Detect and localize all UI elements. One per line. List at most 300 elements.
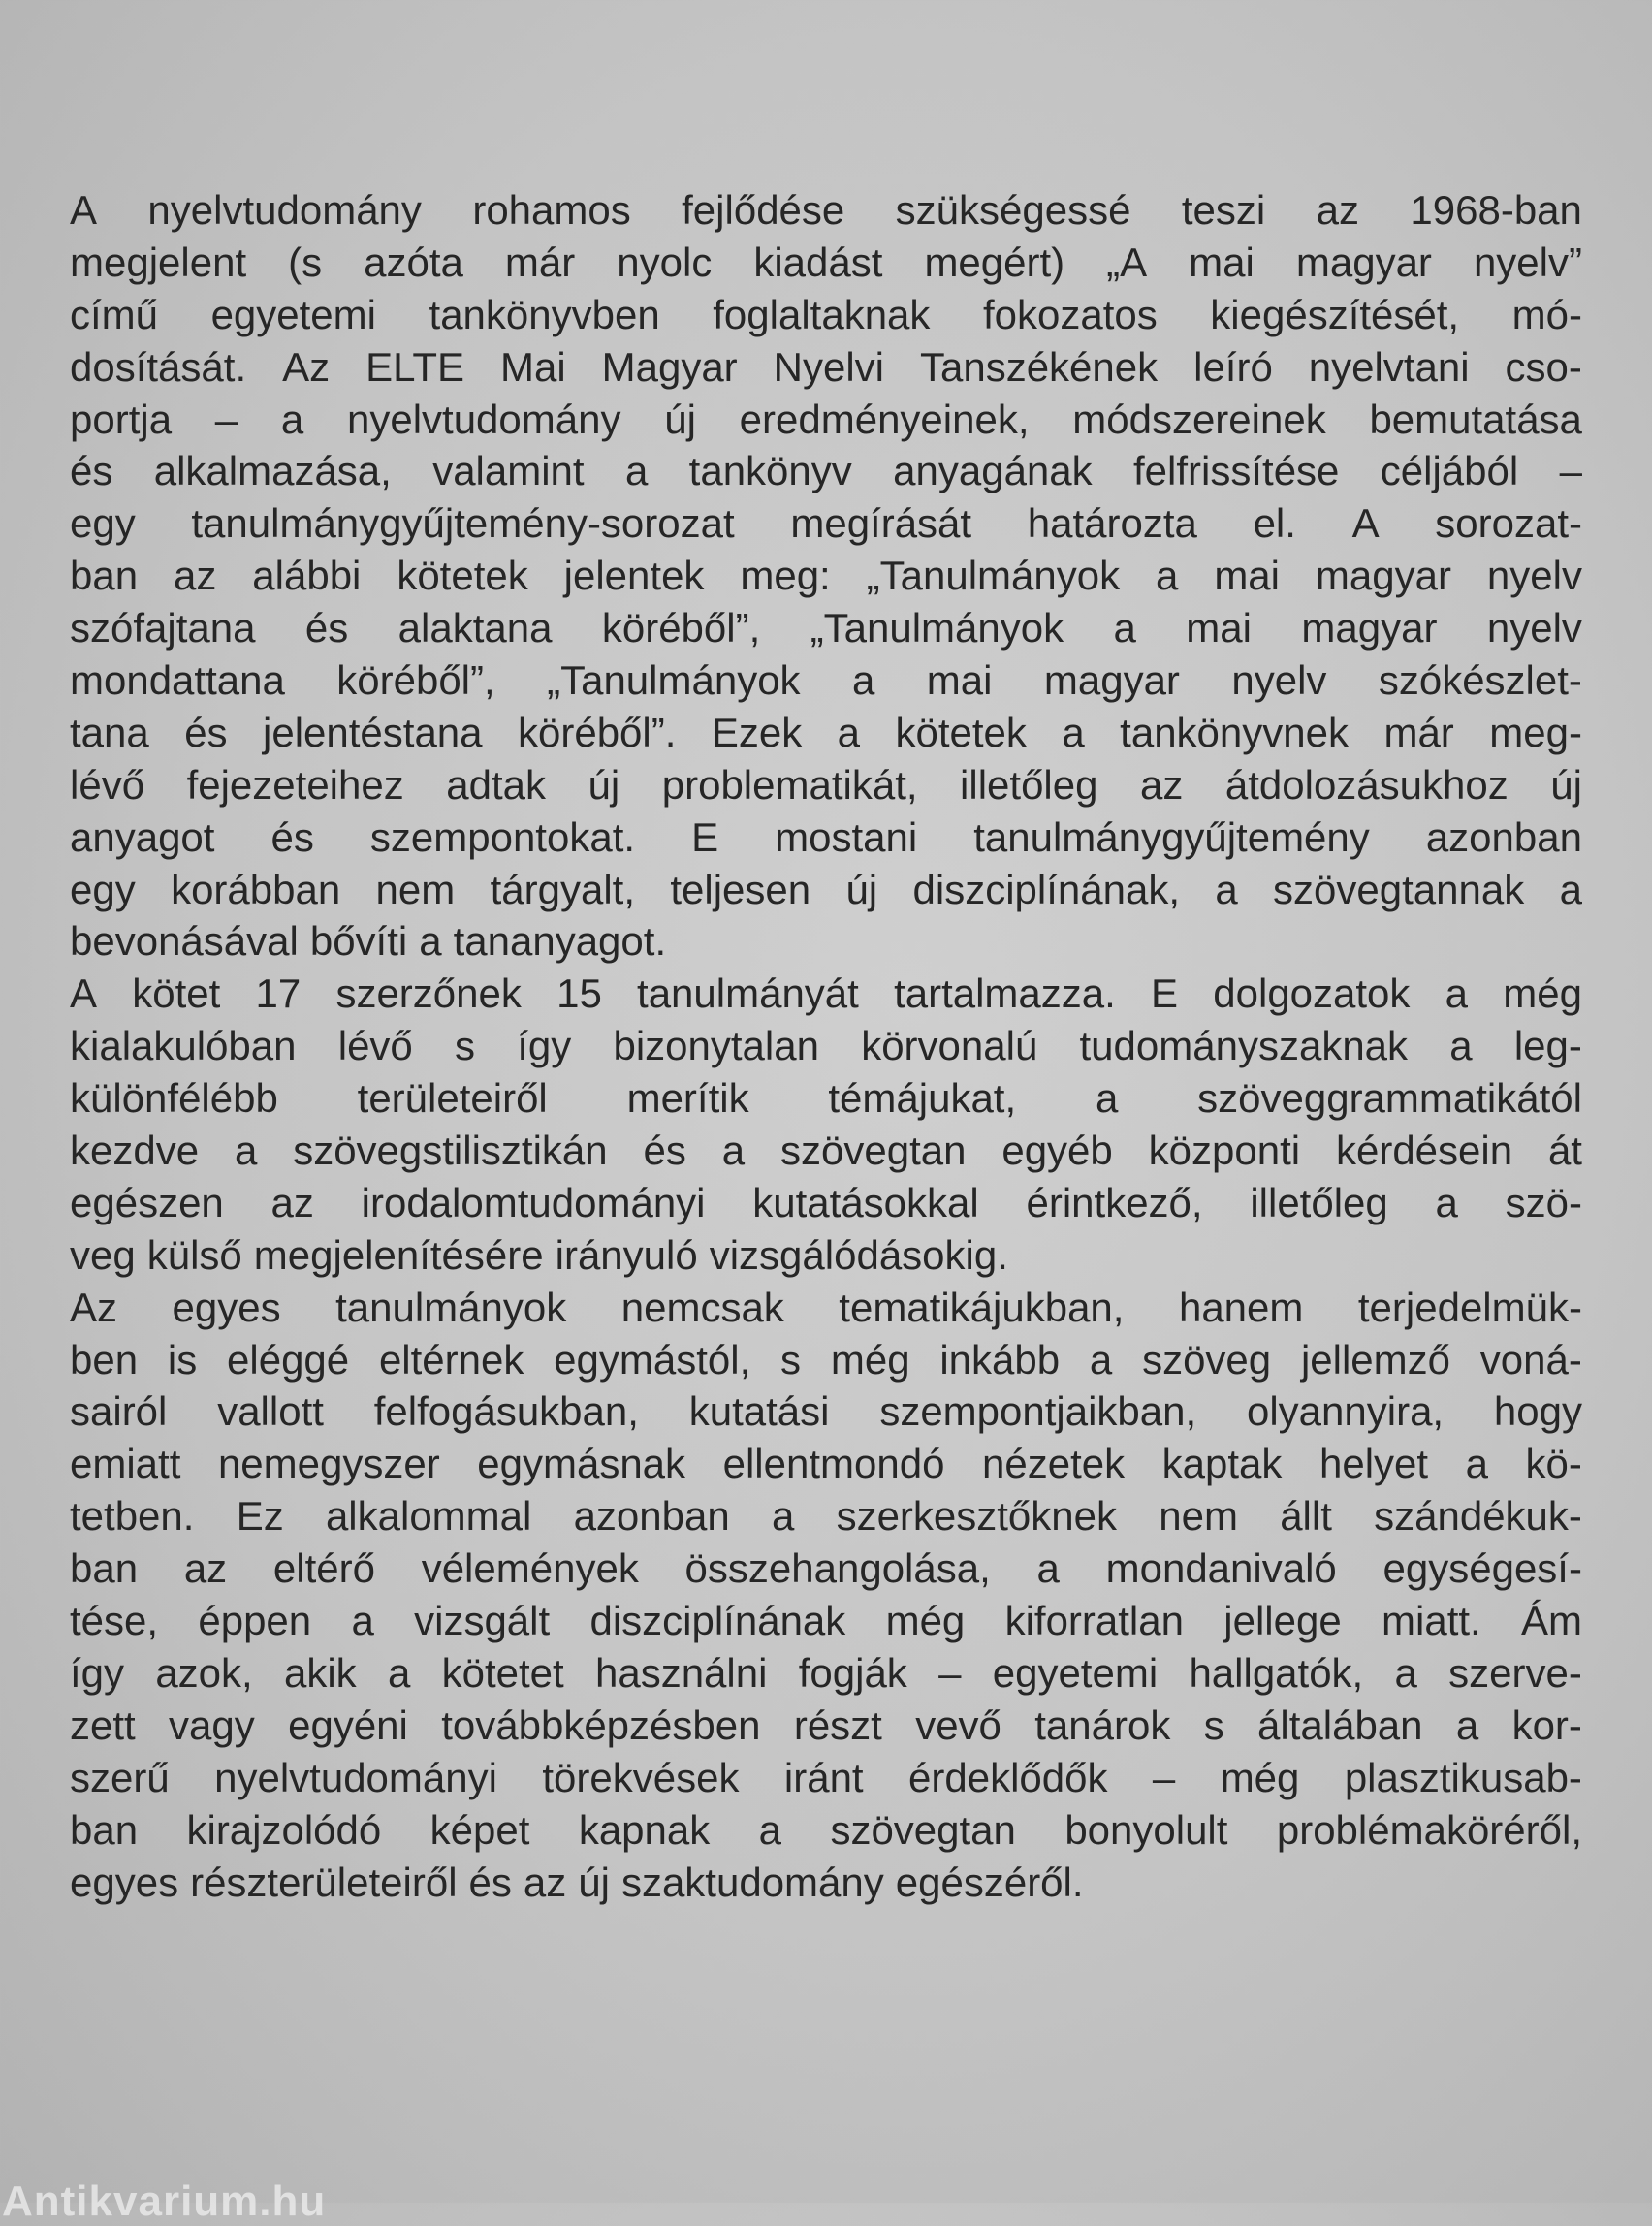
- word: és: [270, 813, 314, 860]
- word: 15: [556, 970, 602, 1017]
- word: Az: [282, 343, 331, 390]
- word: témájukat,: [828, 1075, 1017, 1122]
- text-line: [70, 1857, 1582, 1909]
- word: a: [280, 396, 304, 442]
- word: köréből”,: [601, 605, 761, 652]
- word: a: [1445, 970, 1468, 1017]
- text-line: [70, 968, 1582, 1020]
- word: korábban: [171, 866, 341, 912]
- word: egyéb: [1001, 1128, 1113, 1174]
- word: ELTE: [365, 343, 464, 390]
- word: átdolozásukhoz: [1224, 761, 1509, 808]
- word: kiadást: [753, 238, 883, 285]
- word: Magyar: [601, 343, 738, 390]
- word: mai: [1214, 553, 1280, 599]
- text-line: [70, 864, 1582, 916]
- text-line: [70, 550, 1582, 602]
- word: fejezeteihez: [186, 761, 404, 808]
- word: nyelv: [1486, 553, 1582, 599]
- word: törekvések: [542, 1754, 740, 1800]
- word: fejlődése: [682, 187, 845, 233]
- text-line: [70, 1229, 1582, 1282]
- word: szándékuk-: [1374, 1493, 1582, 1540]
- word: a: [1465, 1441, 1488, 1487]
- text-line: [70, 759, 1582, 811]
- word: azonban: [1425, 813, 1582, 860]
- word: mó-: [1511, 291, 1582, 337]
- word: nézetek: [982, 1441, 1126, 1487]
- word: és: [184, 709, 228, 755]
- word: és: [643, 1128, 686, 1174]
- word: a: [1455, 1701, 1479, 1748]
- word: már: [504, 238, 576, 285]
- text-line: [70, 1385, 1582, 1438]
- word: voná-: [1479, 1336, 1582, 1383]
- word: –: [214, 396, 238, 442]
- word: egyetemi: [992, 1649, 1159, 1696]
- word: iránt: [783, 1754, 864, 1800]
- word: merítik: [626, 1075, 749, 1122]
- word: nyelv”: [1473, 238, 1582, 285]
- word: nyelvtudomány: [346, 396, 621, 442]
- word: tetben.: [70, 1493, 195, 1540]
- text-line: [70, 184, 1582, 237]
- word: köréből”.: [517, 709, 677, 755]
- text-line: [70, 1595, 1582, 1647]
- word: kö-: [1525, 1441, 1582, 1487]
- word: megért): [924, 238, 1065, 285]
- word: A: [70, 970, 98, 1017]
- text-line: [70, 1177, 1582, 1229]
- word: az: [523, 1859, 567, 1905]
- word: a: [624, 448, 649, 494]
- word: helyet: [1318, 1441, 1429, 1487]
- text-line: [70, 394, 1582, 446]
- word: egyes: [70, 1859, 179, 1905]
- word: E: [691, 813, 719, 860]
- word: kiforratlan: [1004, 1598, 1184, 1644]
- word: szerkesztőknek: [836, 1493, 1118, 1540]
- word: egymásnak: [477, 1441, 686, 1487]
- word: azóta: [364, 238, 463, 285]
- word: alkalommal: [325, 1493, 532, 1540]
- word: nem: [1159, 1493, 1238, 1540]
- word: ban: [70, 1806, 139, 1853]
- word: rohamos: [472, 187, 631, 233]
- word: összehangolása,: [684, 1545, 991, 1592]
- word: leíró: [1193, 343, 1273, 390]
- word: a: [771, 1493, 795, 1540]
- word: kaptak: [1161, 1441, 1283, 1487]
- word: szerve-: [1448, 1649, 1582, 1696]
- word: terjedelmük-: [1357, 1284, 1582, 1330]
- word: tanulmányok: [335, 1284, 567, 1330]
- word: s: [1203, 1701, 1224, 1748]
- word: területeiről: [357, 1075, 548, 1122]
- word: szövegtan: [780, 1128, 967, 1174]
- word: bevonásával: [70, 918, 299, 965]
- word: diszciplínának: [589, 1598, 846, 1644]
- word: a: [387, 1649, 411, 1696]
- word: nyolc: [617, 238, 713, 285]
- word: tematikájukban,: [839, 1284, 1125, 1330]
- word: a: [1215, 866, 1238, 912]
- word: Ezek: [711, 709, 803, 755]
- word: kötetek: [895, 709, 1027, 755]
- word: s: [780, 1336, 802, 1383]
- text-line: [70, 1072, 1582, 1125]
- word: alaktana: [397, 605, 553, 652]
- word: plasztikusab-: [1344, 1754, 1582, 1800]
- word: kapnak: [578, 1806, 711, 1853]
- word: szókészlet-: [1378, 657, 1582, 704]
- word: szövegstilisztikán: [293, 1128, 608, 1174]
- word: mai: [1186, 605, 1252, 652]
- word: még: [830, 1336, 910, 1383]
- word: anyagának: [893, 448, 1093, 494]
- word: szöveg: [1142, 1336, 1272, 1383]
- word: vizsgált: [414, 1598, 551, 1644]
- word: s: [455, 1023, 476, 1069]
- word: kor-: [1511, 1701, 1582, 1748]
- word: a: [721, 1128, 746, 1174]
- word: felfogásukban,: [373, 1388, 639, 1435]
- word: az: [1316, 187, 1359, 233]
- text-line: [70, 1542, 1582, 1595]
- word: –: [1152, 1754, 1176, 1800]
- word: Az: [70, 1284, 118, 1330]
- word: valamint: [432, 448, 585, 494]
- word: szövegtannak: [1273, 866, 1525, 912]
- text-line: [70, 1490, 1582, 1542]
- word: új: [578, 1859, 610, 1905]
- text-line: [70, 1334, 1582, 1386]
- word: jellemző: [1300, 1336, 1450, 1383]
- text-line: [70, 445, 1582, 497]
- word: irodalomtudományi: [361, 1179, 706, 1225]
- word: szövegtan: [830, 1806, 1016, 1853]
- word: a: [351, 1598, 374, 1644]
- text-line: [70, 341, 1582, 394]
- text-line: [70, 1438, 1582, 1490]
- word: tanulmánygyűjtemény-sorozat: [191, 500, 735, 547]
- word: cso-: [1505, 343, 1582, 390]
- word: Tanszékének: [919, 343, 1159, 390]
- word: továbbképzésben: [441, 1701, 761, 1748]
- word: használni: [594, 1649, 768, 1696]
- word: magyar: [1315, 553, 1451, 599]
- word: szófajtana: [70, 605, 256, 652]
- text-line: [70, 1752, 1582, 1804]
- word: még: [1503, 970, 1582, 1017]
- word: azonban: [573, 1493, 730, 1540]
- word: megjelent: [70, 238, 247, 285]
- word: bővíti: [309, 918, 408, 965]
- word: az: [183, 1545, 228, 1592]
- word: a: [758, 1806, 782, 1853]
- word: kutatásokkal: [752, 1179, 979, 1225]
- word: A: [70, 187, 98, 233]
- word: kutatási: [688, 1388, 830, 1435]
- word: szükségessé: [895, 187, 1131, 233]
- word: magyar: [1043, 657, 1180, 704]
- word: fogják: [798, 1649, 907, 1696]
- word: „Tanulmányok: [866, 553, 1121, 599]
- word: részt: [793, 1701, 882, 1748]
- word: tankönyv: [688, 448, 852, 494]
- word: a: [234, 1128, 258, 1174]
- word: a: [1156, 553, 1179, 599]
- word: általában: [1257, 1701, 1423, 1748]
- word: tana: [70, 709, 149, 755]
- word: mondanivaló: [1105, 1545, 1337, 1592]
- word: dosítását.: [70, 343, 247, 390]
- word: át: [1547, 1128, 1582, 1174]
- word: eléggé: [227, 1336, 350, 1383]
- word: módszereinek: [1072, 396, 1326, 442]
- word: dolgozatok: [1213, 970, 1411, 1017]
- text-line: [70, 497, 1582, 550]
- text-line: [70, 1804, 1582, 1857]
- word: –: [938, 1649, 962, 1696]
- word: vélemények: [421, 1545, 639, 1592]
- word: egyéni: [288, 1701, 408, 1748]
- word: a: [1394, 1649, 1417, 1696]
- word: tankönyvben: [429, 291, 660, 337]
- word: szempontokat.: [369, 813, 636, 860]
- word: egyes: [172, 1284, 281, 1330]
- word: mondattana: [70, 657, 285, 704]
- text-line: [70, 654, 1582, 707]
- word: tanárok: [1034, 1701, 1171, 1748]
- watermark-logo: Antikvarium.hu: [2, 2178, 327, 2225]
- word: az: [174, 553, 217, 599]
- word: tudományszaknak: [1079, 1023, 1409, 1069]
- word: azok,: [155, 1649, 253, 1696]
- word: éppen: [198, 1598, 312, 1644]
- word: még: [1220, 1754, 1300, 1800]
- word: szerű: [70, 1754, 170, 1800]
- word: és: [468, 1859, 512, 1905]
- word: a: [419, 918, 442, 965]
- word: teszi: [1181, 187, 1266, 233]
- word: és: [304, 605, 349, 652]
- word: nem: [375, 866, 456, 912]
- word: (s: [288, 238, 323, 285]
- word: felfrissítése: [1133, 448, 1340, 494]
- word: így: [517, 1023, 572, 1069]
- text-line: [70, 915, 1582, 968]
- word: az: [270, 1179, 314, 1225]
- word: képet: [429, 1806, 530, 1853]
- word: tartalmazza.: [894, 970, 1116, 1017]
- word: tanulmányát: [637, 970, 859, 1017]
- word: jelentéstana: [263, 709, 483, 755]
- word: különfélébb: [70, 1075, 278, 1122]
- word: nyelvtudományi: [214, 1754, 497, 1800]
- text-line: [70, 1647, 1582, 1700]
- word: magyar: [1295, 238, 1432, 285]
- word: meg:: [740, 553, 831, 599]
- word: nyelv: [1231, 657, 1327, 704]
- text-line: [70, 289, 1582, 341]
- word: 1968-ban: [1410, 187, 1582, 233]
- word: anyagot: [70, 813, 215, 860]
- word: a: [1089, 1336, 1113, 1383]
- word: határozta: [1027, 500, 1197, 547]
- word: lévő: [337, 1023, 413, 1069]
- word: nyelvtani: [1308, 343, 1470, 390]
- word: lévő: [70, 761, 145, 808]
- word: sorozat-: [1435, 500, 1582, 547]
- word: kezdve: [70, 1128, 200, 1174]
- word: a: [1449, 1023, 1473, 1069]
- word: E: [1151, 970, 1179, 1017]
- word: vevő: [915, 1701, 1001, 1748]
- text-line: [70, 1700, 1582, 1752]
- word: ban: [70, 1545, 139, 1592]
- word: „Tanulmányok: [810, 605, 1064, 652]
- text-line: [70, 707, 1582, 759]
- word: bemutatása: [1369, 396, 1582, 442]
- text-line: [70, 1020, 1582, 1072]
- word: hanem: [1178, 1284, 1304, 1330]
- word: egészéről.: [895, 1859, 1084, 1905]
- word: a: [1062, 709, 1085, 755]
- word: kialakulóban: [70, 1023, 297, 1069]
- word: mostani: [775, 813, 918, 860]
- word: szerzőnek: [335, 970, 522, 1017]
- word: állt: [1280, 1493, 1332, 1540]
- word: sairól: [70, 1388, 168, 1435]
- word: jelentek: [563, 553, 705, 599]
- word: egységesí-: [1382, 1545, 1582, 1592]
- word: egészen: [70, 1179, 224, 1225]
- word: már: [1383, 709, 1454, 755]
- word: a: [1036, 1545, 1060, 1592]
- word: inkább: [939, 1336, 1061, 1383]
- word: szöveggrammatikától: [1197, 1075, 1582, 1122]
- word: a: [837, 709, 861, 755]
- word: Nyelvi: [773, 343, 885, 390]
- word: szö-: [1505, 1179, 1582, 1225]
- word: egy: [70, 500, 136, 547]
- word: fokozatos: [982, 291, 1158, 337]
- word: nemcsak: [620, 1284, 784, 1330]
- word: a: [1435, 1179, 1458, 1225]
- word: magyar: [1301, 605, 1438, 652]
- word: bizonytalan: [613, 1023, 819, 1069]
- word: új: [664, 396, 696, 442]
- text-line: [70, 1282, 1582, 1334]
- word: jellege: [1223, 1598, 1342, 1644]
- text-line: [70, 602, 1582, 654]
- word: tankönyvnek: [1120, 709, 1349, 755]
- word: bonyolult: [1064, 1806, 1228, 1853]
- word: akik: [283, 1649, 357, 1696]
- word: ellentmondó: [722, 1441, 945, 1487]
- word: kirajzolódó: [186, 1806, 382, 1853]
- word: a: [1559, 866, 1582, 912]
- word: szempontjaikban,: [879, 1388, 1197, 1435]
- word: teljesen: [670, 866, 811, 912]
- word: új: [588, 761, 620, 808]
- word: kérdésein: [1335, 1128, 1513, 1174]
- word: egy: [70, 866, 136, 912]
- word: –: [1559, 448, 1582, 494]
- word: így: [70, 1649, 125, 1696]
- word: „A: [1106, 238, 1148, 285]
- word: el.: [1253, 500, 1296, 547]
- word: ben: [70, 1336, 139, 1383]
- word: tananyagot.: [453, 918, 667, 965]
- word: kötet: [132, 970, 221, 1017]
- word: céljából: [1380, 448, 1519, 494]
- word: mai: [926, 657, 993, 704]
- word: portja: [70, 396, 173, 442]
- word: kiegészítését,: [1210, 291, 1460, 337]
- word: kötetek: [397, 553, 528, 599]
- word: tanulmánygyűjtemény: [973, 813, 1370, 860]
- word: vagy: [169, 1701, 255, 1748]
- word: érintkező,: [1026, 1179, 1203, 1225]
- word: eltérő: [272, 1545, 375, 1592]
- word: hallgatók,: [1189, 1649, 1364, 1696]
- word: eredményeinek,: [739, 396, 1030, 442]
- word: illetőleg: [960, 761, 1098, 808]
- word: foglaltaknak: [713, 291, 931, 337]
- word: egymástól,: [554, 1336, 751, 1383]
- word: új: [845, 866, 878, 912]
- word: vizsgálódásokig.: [709, 1231, 1008, 1278]
- word: megjelenítésére: [253, 1231, 544, 1278]
- word: körvonalú: [861, 1023, 1038, 1069]
- word: Ám: [1521, 1598, 1582, 1644]
- word: tése,: [70, 1598, 159, 1644]
- word: a: [1113, 605, 1136, 652]
- word: mai: [1189, 238, 1255, 285]
- word: Mai: [499, 343, 566, 390]
- word: veg: [70, 1231, 136, 1278]
- word: adtak: [446, 761, 546, 808]
- word: központi: [1148, 1128, 1301, 1174]
- word: új: [1550, 761, 1582, 808]
- word: külső: [146, 1231, 242, 1278]
- word: „Tanulmányok: [547, 657, 801, 704]
- word: A: [1351, 500, 1380, 547]
- word: nemegyszer: [217, 1441, 440, 1487]
- word: problematikát,: [661, 761, 918, 808]
- word: Ez: [236, 1493, 284, 1540]
- word: szaktudomány: [620, 1859, 884, 1905]
- word: még: [885, 1598, 966, 1644]
- word: olyannyira,: [1246, 1388, 1445, 1435]
- word: egyetemi: [210, 291, 376, 337]
- word: emiatt: [70, 1441, 181, 1487]
- word: zett: [70, 1701, 136, 1748]
- word: megírását: [790, 500, 972, 547]
- word: illetőleg: [1250, 1179, 1388, 1225]
- word: kötetet: [441, 1649, 564, 1696]
- word: tárgyalt,: [490, 866, 635, 912]
- word: hogy: [1493, 1388, 1582, 1435]
- word: nyelv: [1486, 605, 1582, 652]
- word: érdeklődők: [908, 1754, 1108, 1800]
- word: vallott: [217, 1388, 324, 1435]
- word: a: [1095, 1075, 1119, 1122]
- word: diszciplínának,: [912, 866, 1180, 912]
- word: az: [1140, 761, 1184, 808]
